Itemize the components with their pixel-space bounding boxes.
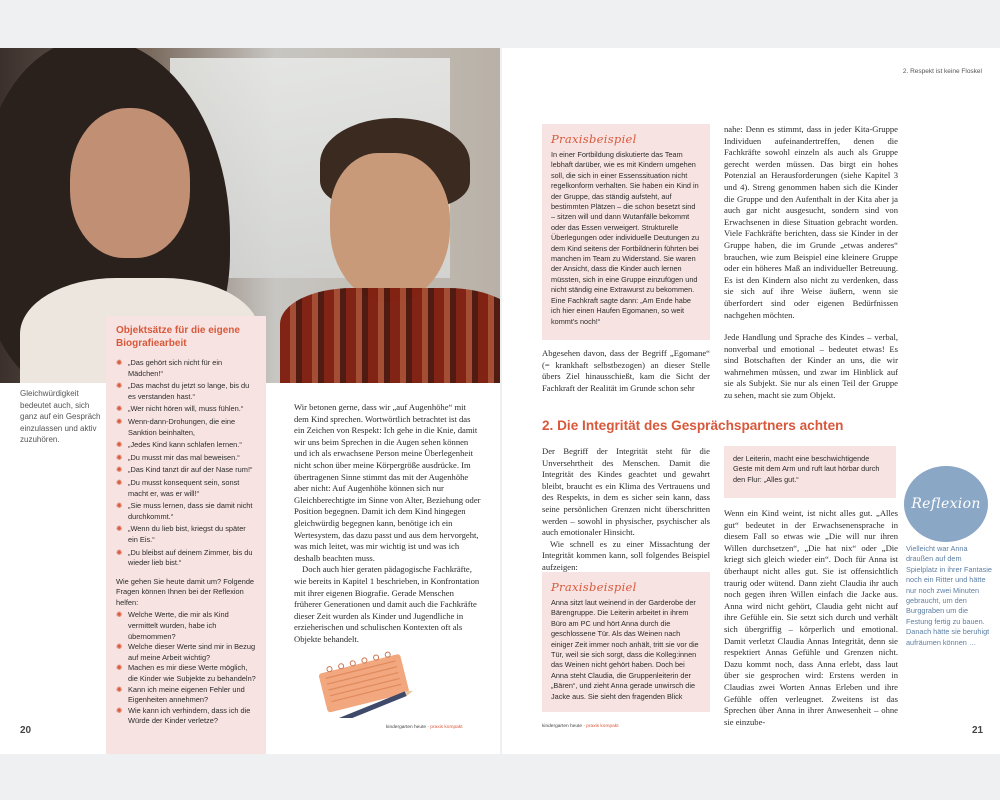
list-item: ✺ „Du bleibst auf deinem Zimmer, bis du wieder lieb bist.“: [116, 548, 256, 569]
list-item: ✺ „Wer nicht hören will, muss fühlen.“: [116, 404, 256, 415]
footer-brand: kindergarten heute · praxis kompakt: [542, 724, 619, 729]
praxis-title: Praxisbeispiel: [551, 580, 637, 594]
list-item: ✺ „Du musst mir das mal beweisen.“: [116, 453, 256, 464]
quote-list: [116, 358, 256, 569]
praxis-text: der Leiterin, macht eine beschwichtigende Geste mit dem Arm und ruft laut hörbar durch den Flur: „Alles gut.“: [733, 454, 880, 484]
paragraph: Jede Handlung und Sprache des Kindes – verbal, nonverbal und emotional – bedeutet etwas! Es sind Botschaften der Kinder an uns, die wir wahrnehmen müssen, und zwar im Hinblick auf sie als Subjekt. Sie nur als einen Teil der Gruppe zu sehen, macht sie zum Objekt.: [724, 332, 898, 401]
body-text-col2-lower: Wenn ein Kind weint, ist nicht alles gut. „Alles gut“ bedeutet in der Erwachsenensprache in diesem Fall so etwas wie „Die will nur ihren Willen durchsetzen“, „Die hat nix“ oder „Die kriegt sich gleich wieder ein“. Doch für Anna ist überhaupt nicht alles gut. Sie ist offensichtlich traurig oder wütend. Dann zieht Claudia ihr auch noch gegen ihren Willen einfach die Jacke aus. Anna wird nicht gehört, Claudia geht nicht auf ihre Gefühle ein. Sie setzt sich durch und verhält sich übergriffig – körperlich und emotional. Damit verletzt Claudia Annas Integrität, denn sie respektiert Annas Gefühle und Grenzen nicht. Dazu kommt noch, dass Anna erlebt, dass laut über sie gesprochen wird: Erstens werden in Claudias zwei Worten Annas Erleben und ihre Gefühle offen verleugnet. Zweitens ist das Sprechen über Anna in ihrer Anwesenheit – ohne sie einzube-: [724, 508, 898, 727]
praxis-box-continued: [724, 446, 896, 498]
list-item: ✺ Kann ich meine eigenen Fehler und Eigenheiten annehmen?: [116, 685, 256, 706]
praxis-title: Praxisbeispiel: [551, 132, 637, 146]
list-item: ✺ „Das gehört sich nicht für ein Mädchen!“: [116, 358, 256, 379]
paragraph: Doch auch hier geraten pädagogische Fachkräfte, wie bereits in Kapitel 1 beschrieben, in Konfrontation mit ihrer eigenen Biografie. Gerade Menschen früherer Generationen und damit auch die Fachkräfte dieser Zeit wurden als Kinder und Jugendliche in erzieherischen und schulischen Kontexten oft als Objekte behandelt.: [294, 564, 480, 644]
paragraph: nahe: Denn es stimmt, dass in jeder Kita-Gruppe Individuen aufeinandertreffen, denen die Fachkräfte sowohl einzeln als auch als Gruppe gerecht werden müssen. Das birgt ein hohes Potenzial an Herausforderungen (siehe Kapitel 3 und 4). Streng genommen haben sich die Kinder die Gruppe und den Aufenthalt in der Kita aber ja auch gar nicht ausgesucht, sondern sind von Erwachsenen in diese Situation gebracht worden. Viele Fachkräfte berichten, dass sie Kinder in der Gruppe haben, die im Grunde „etwas anderes“ brauchen, wie zum Beispiel eine kleinere Gruppe oder ein höheres Maß an individueller Betreuung. Es ist den Kindern also nicht zu verdenken, dass sie sich auf ihre Weise äußern, wenn sie überfordert sind oder eigenen Bedürfnissen nachgehen möchten.: [724, 124, 898, 320]
paragraph: Wie schnell es zu einer Missachtung der Integrität kommen kann, soll folgendes Beispiel aufzeigen:: [542, 538, 710, 572]
list-item: ✺ „Das machst du jetzt so lange, bis du es verstanden hast.“: [116, 381, 256, 402]
praxis-text: Anna sitzt laut weinend in der Garderobe der Bärengruppe. Die Leiterin arbeitet in ihrem Büro am PC und hört Anna durch die geschlossene Tür. Als das Weinen nach einiger Zeit immer noch anhält, tritt sie vor die Tür, weil sie sich sorgt, dass die Kolleg:innen das Weinen nicht gehört haben. Doch bei Anna steht Claudia, die Gruppenleiterin der „Bären“, und zieht Anna gerade unwirsch die Jacke aus. Sie sieht den fragenden Blick: [551, 598, 699, 701]
praxis-box-2: [542, 572, 710, 712]
footer-brand: kindergarten heute · praxis kompakt: [386, 725, 463, 730]
list-item: ✺ Machen es mir diese Werte möglich, die Kinder wie Subjekte zu behandeln?: [116, 663, 256, 684]
list-item: ✺ „Das Kind tanzt dir auf der Nase rum!“: [116, 465, 256, 476]
biography-box: [106, 316, 266, 754]
running-head: 2. Respekt ist keine Floskel: [902, 68, 982, 75]
notepad-pencil-illustration: [314, 648, 424, 718]
praxis-box-1: [542, 124, 710, 340]
left-page: [0, 48, 500, 754]
paragraph: Der Begriff der Integrität steht für die Unversehrtheit des Menschen. Damit die Integrität des Kindes geachtet und gewahrt bleibt, braucht es ein Klima des Vertrauens und des Respekts, in dem es sicher sein kann, dass seine persönlichen Grenzen nicht überschritten werden – sowohl in physischer, psychischer als auch emotionaler Hinsicht.: [542, 446, 710, 538]
reflexion-text: Vielleicht war Anna draußen auf dem Spielplatz in ihrer Fantasie noch ein Ritter und hätte nur noch zwei Minuten gebraucht, um den Burggraben um die Festung fertig zu bauen. Danach hätte sie beruhigt aufräumen können …: [906, 544, 992, 647]
list-item: ✺ Wenn-dann-Drohungen, die eine Sanktion beinhalten,: [116, 417, 256, 438]
photo-caption: Gleichwürdigkeit bedeutet auch, sich ganz auf ein Gespräch einzulassen und aktiv zuzuhören.: [20, 389, 101, 444]
praxis-text: In einer Fortbildung diskutierte das Team lebhaft darüber, wie es mit Kindern umgehen soll, die sich in einer Essenssituation nicht regelkonform verhalten. Sie haben ein Kind in der Gruppe, das ständig aufsteht, auf bestimmten Plätzen – die schon besetzt sind – sitzen will und dann Wutanfälle bekommt oder das Essen verweigert. Strukturelle Überlegungen oder individuelle Deutungen zu dem Kind seitens der Fortbildnerin führten bei manchen im Team zu Widerstand. Sie waren der Ansicht, dass die Kinder auch lernen müssten, sich in eine Gruppe einzufügen und nicht ständig eine Extrawurst zu bekommen. Eine Fachkraft sagte dann: „Am Ende habe ich hier einen Haufen Egomanen, so weit kommt's noch!“: [551, 150, 700, 326]
section-body: [542, 446, 710, 574]
question-list: [116, 610, 256, 727]
body-text-left: [294, 402, 482, 645]
box-title: Objektsätze für die eigene Biografiearbeit: [116, 325, 240, 349]
list-item: ✺ Welche Werte, die mir als Kind vermittelt wurden, habe ich übernommen?: [116, 610, 256, 642]
right-page: [502, 48, 1000, 754]
list-item: ✺ Welche dieser Werte sind mir in Bezug auf meine Arbeit wichtig?: [116, 642, 256, 663]
reflexion-label: Reflexion: [911, 496, 981, 512]
list-item: ✺ Wie kann ich verhindern, dass ich die Würde der Kinder verletze?: [116, 706, 256, 727]
list-item: ✺ „Du musst konsequent sein, sonst macht er, was er will!“: [116, 478, 256, 499]
reflexion-badge: [904, 466, 988, 542]
list-item: ✺ „Jedes Kind kann schlafen lernen.“: [116, 440, 256, 451]
list-item: ✺ „Sie muss lernen, dass sie damit nicht durchkommt.“: [116, 501, 256, 522]
section-heading: 2. Die Integrität des Gesprächspartners achten: [542, 418, 844, 433]
paragraph: Wir betonen gerne, dass wir „auf Augenhöhe“ mit dem Kind sprechen. Wortwörtlich betrachtet ist das ein Zeichen von Respekt: Ich gehe in die Knie, damit wir uns beim Sprechen in die Augen sehen können und ich als erwachsene Person meine Überlegenheit nicht schon über meine Körpergröße ausdrücke. Im übertragenen Sinne stimmt das mit der Augenhöhe aber nicht: Auf Augenhöhe können sich nur Gleichberechtigte im Sinne von Alter, Beziehung oder Position begegnen. Damit ich dem Kind hingegen gleichwürdig begegnen kann, benötige ich ein Wertesystem, das dazu passt und aus dem hervorgeht, was mich leitet, was mir wichtig ist und was ich deshalb beachten muss.: [294, 402, 481, 563]
page-number: 21: [972, 725, 984, 736]
page-number: 20: [20, 725, 32, 736]
body-text-col1: Abgesehen davon, dass der Begriff „Egomane“ (= krankhaft selbstbezogen) an dieser Stelle übers Ziel hinausschießt, kam die Sicht der Fachkraft der Realität im Grunde schon sehr: [542, 348, 710, 393]
reflection-intro: Wie gehen Sie heute damit um? Folgende Fragen können Ihnen bei der Reflexion helfen:: [116, 576, 255, 607]
body-text-col2: [724, 124, 898, 402]
list-item: ✺ „Wenn du lieb bist, kriegst du später ein Eis.“: [116, 524, 256, 545]
